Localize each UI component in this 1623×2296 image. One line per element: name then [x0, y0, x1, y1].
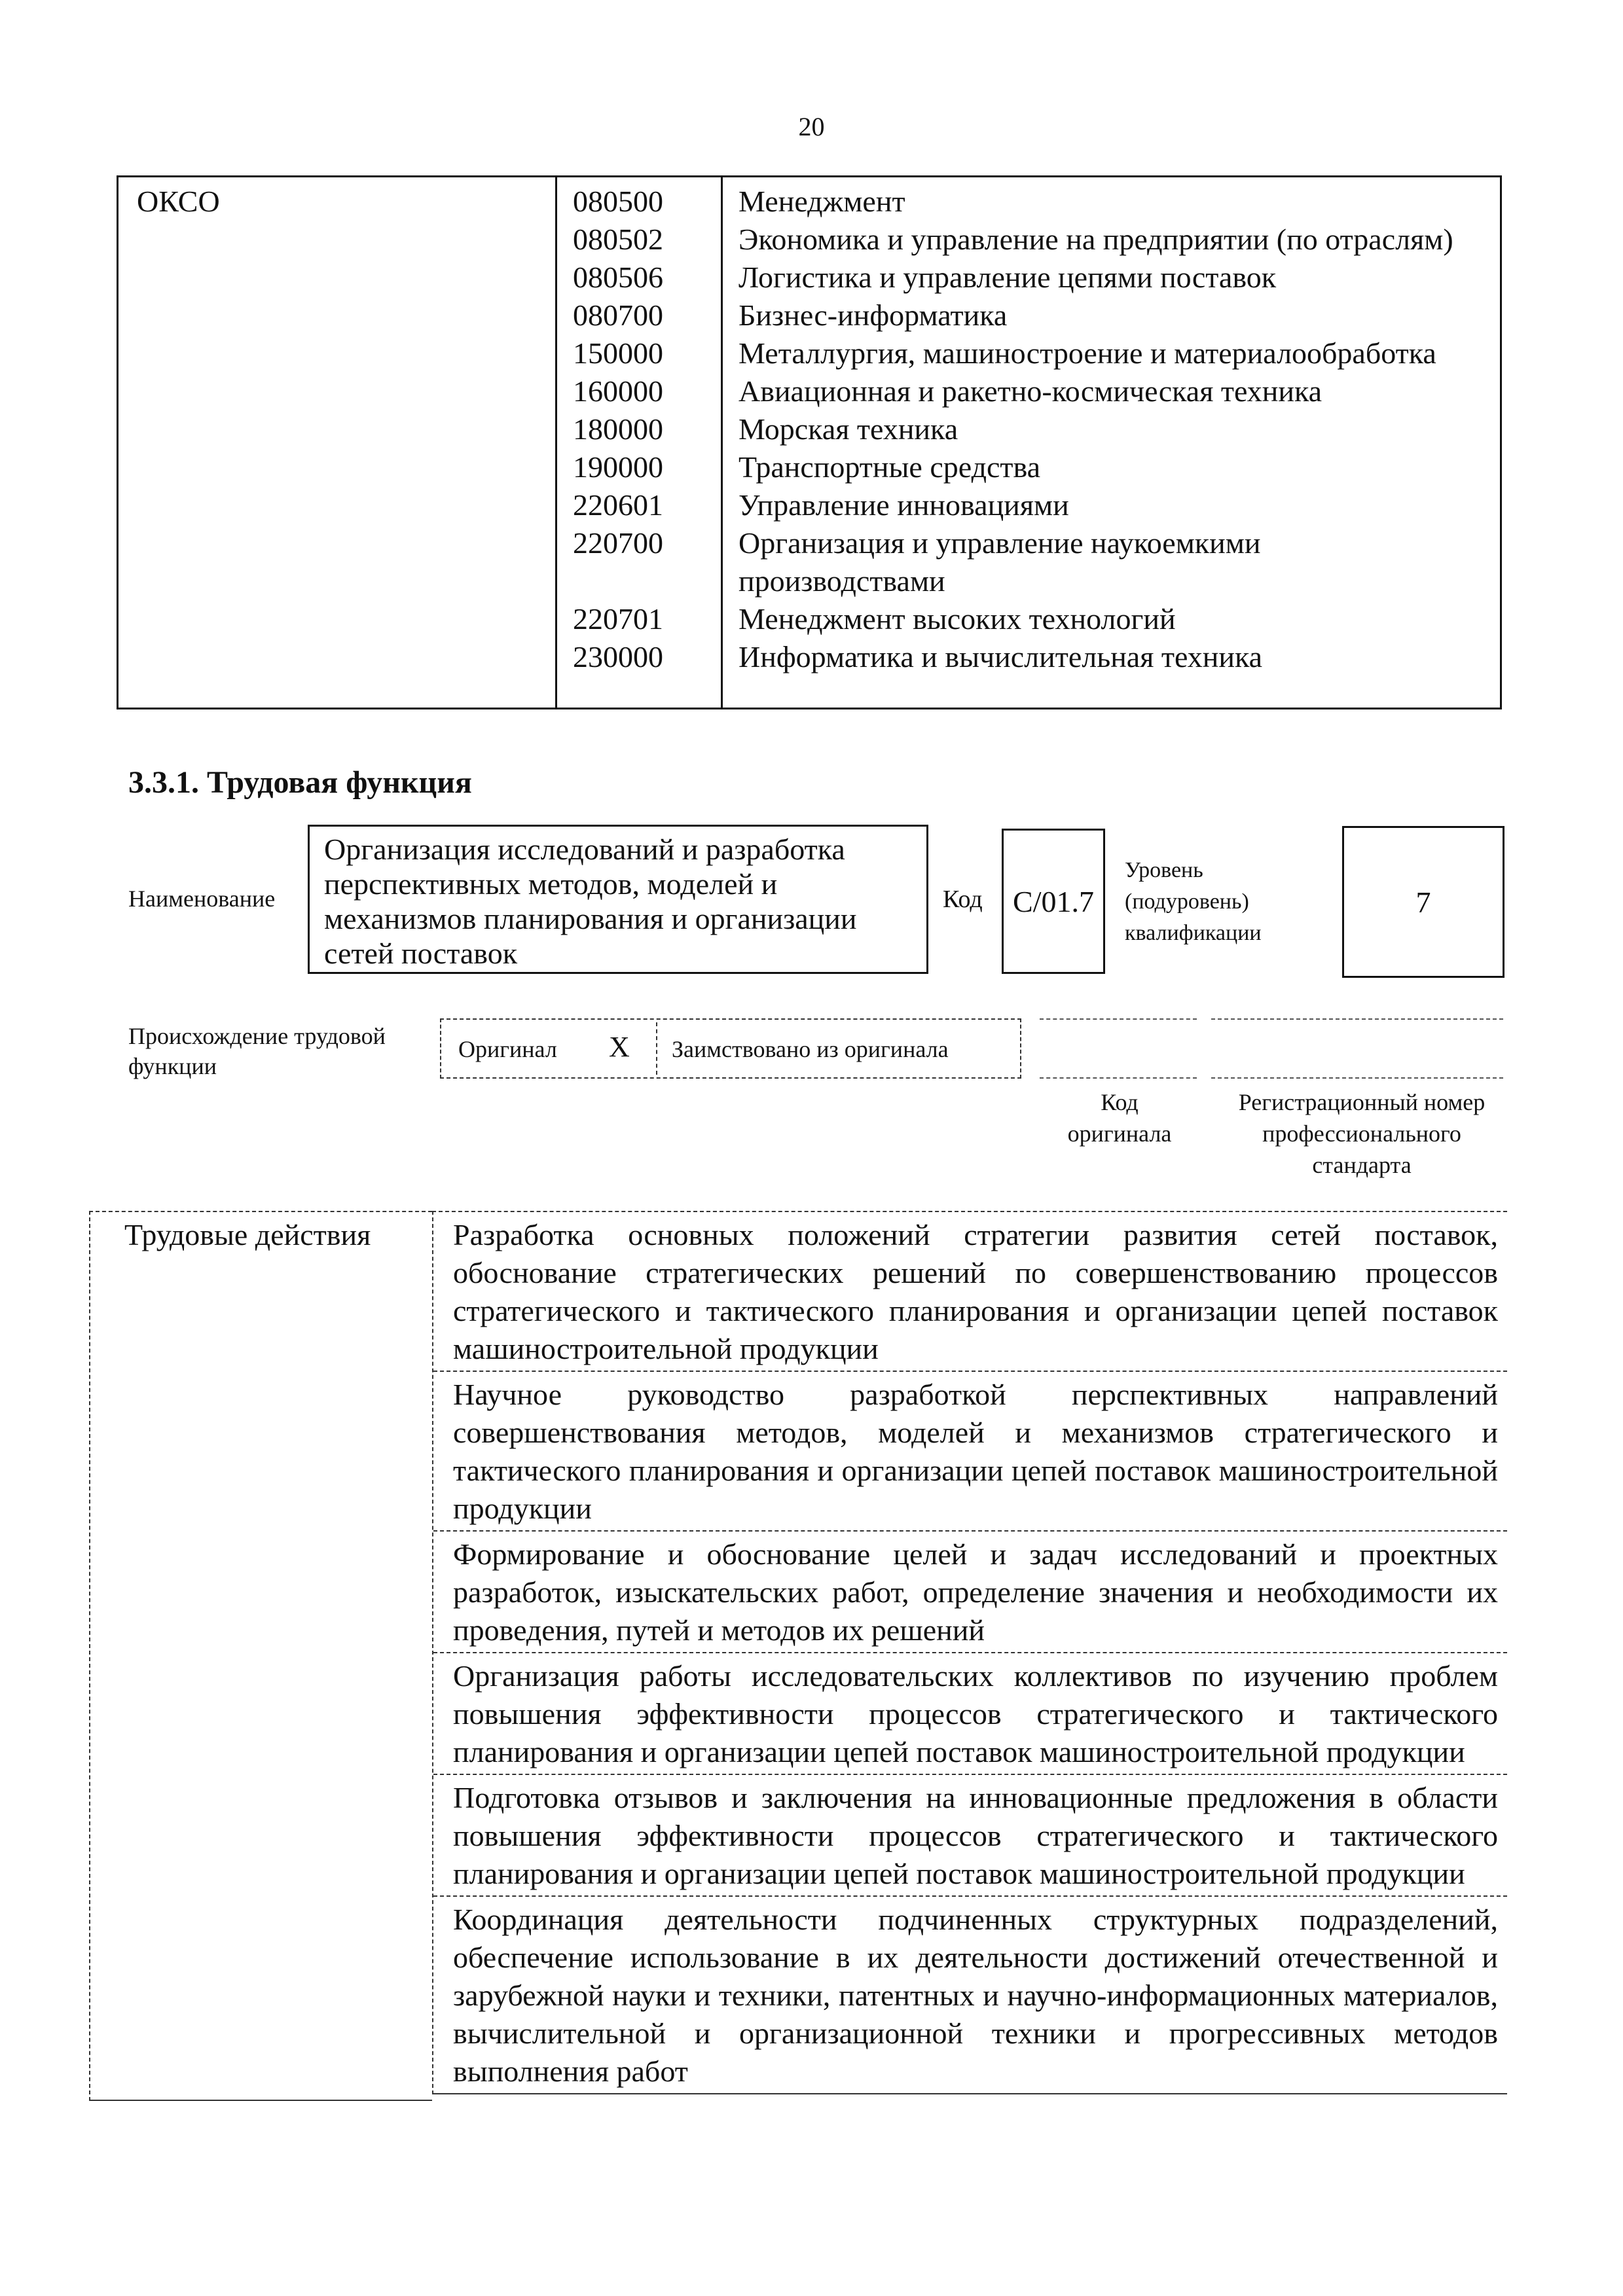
function-code-box	[1002, 829, 1105, 974]
okso-name: Организация и управление наукоемкими	[739, 526, 1261, 560]
function-code: C/01.7	[1013, 884, 1094, 918]
qualification-level: 7	[1415, 885, 1431, 919]
original-code-cell	[1040, 1018, 1197, 1079]
registration-number-cell	[1211, 1018, 1503, 1079]
okso-name: Управление инновациями	[739, 488, 1069, 522]
labor-action-item: Научное руководство разработкой перспективных направлений совершенствования методов, моделей и механизмов стратегического и тактического планирования и организации цепей поставок машиностроительной продукции	[433, 1372, 1507, 1532]
okso-code: 230000	[573, 640, 663, 673]
okso-name: Экономика и управление на предприятии (по отраслям)	[739, 223, 1453, 256]
origin-label-line: Происхождение трудовой	[128, 1023, 386, 1049]
okso-name: Логистика и управление цепями поставок	[739, 260, 1277, 294]
okso-table	[117, 175, 1502, 709]
okso-names-cell	[723, 177, 1500, 708]
function-name-box: Организация исследований и разработка перспективных методов, моделей и механизмов планирования и организации сетей поставок	[308, 825, 928, 974]
okso-code: 150000	[573, 336, 663, 370]
caption-line: Код	[1101, 1089, 1139, 1115]
okso-code: 160000	[573, 374, 663, 408]
okso-code: 220601	[573, 488, 663, 522]
origin-label	[128, 1021, 386, 1081]
level-label-line: квалификации	[1125, 921, 1262, 945]
section-heading: 3.3.1. Трудовая функция	[128, 765, 472, 800]
okso-code: 220701	[573, 602, 663, 636]
origin-mark: X	[609, 1031, 630, 1063]
qualification-level-label	[1125, 855, 1262, 949]
okso-name: Морская техника	[739, 412, 958, 446]
okso-name: Металлургия, машиностроение и материалообработка	[739, 336, 1436, 370]
origin-label-line: функции	[128, 1053, 217, 1079]
labor-actions-title: Трудовые действия	[124, 1218, 371, 1251]
okso-name-continued: производствами	[739, 564, 945, 598]
labor-action-item: Формирование и обоснование целей и задач исследований и проектных разработок, изыскательских работ, определение значения и необходимости их проведения, путей и методов их решений	[433, 1532, 1507, 1653]
okso-name: Транспортные средства	[739, 450, 1041, 484]
okso-name: Менеджмент высоких технологий	[739, 602, 1176, 636]
registration-number-caption	[1211, 1086, 1512, 1181]
okso-label-cell	[119, 177, 557, 708]
okso-name: Информатика и вычислительная техника	[739, 640, 1263, 673]
okso-codes-cell	[557, 177, 723, 708]
function-code-label: Код	[943, 886, 983, 913]
labor-action-item: Разработка основных положений стратегии развития сетей поставок, обоснование стратегических решений по совершенствованию процессов стратегического и тактического планирования и организации цепей поставок машиностроительной продукции	[433, 1212, 1507, 1372]
okso-name: Бизнес-информатика	[739, 298, 1008, 332]
origin-separator	[656, 1022, 657, 1075]
caption-line: оригинала	[1067, 1121, 1172, 1147]
origin-borrowed: Заимствовано из оригинала	[672, 1036, 949, 1062]
okso-label: ОКСО	[137, 185, 220, 218]
labor-actions-list	[432, 1211, 1507, 2094]
okso-code: 080506	[573, 260, 663, 294]
labor-action-item: Подготовка отзывов и заключения на инновационные предложения в области повышения эффективности процессов стратегического и тактического планирования и организации цепей поставок машиностроительной продукции	[433, 1775, 1507, 1897]
original-code-caption	[1034, 1086, 1205, 1149]
qualification-level-box	[1342, 826, 1504, 978]
okso-code: 080700	[573, 298, 663, 332]
page-number: 20	[798, 112, 825, 141]
level-label-line: (подуровень)	[1125, 889, 1249, 914]
labor-actions-label-cell	[89, 1211, 432, 2101]
okso-code: 180000	[573, 412, 663, 446]
labor-action-item: Координация деятельности подчиненных структурных подразделений, обеспечение использование в их деятельности достижений отечественной и зарубежной науки и техники, патентных и научно-информационных материалов, вычислительной и организационной техники и прогрессивных методов выполнения работ	[453, 1903, 1498, 2088]
level-label-line: Уровень	[1125, 858, 1203, 882]
okso-code: 190000	[573, 450, 663, 484]
function-name-label: Наименование	[128, 886, 276, 912]
okso-name: Авиационная и ракетно-космическая техника	[739, 374, 1322, 408]
okso-name: Менеджмент	[739, 185, 905, 218]
okso-code: 220700	[573, 526, 663, 560]
caption-line: Регистрационный номер	[1238, 1089, 1486, 1115]
origin-original: Оригинал	[458, 1036, 557, 1062]
okso-code: 080502	[573, 223, 663, 256]
labor-action-item: Организация работы исследовательских коллективов по изучению проблем повышения эффективности процессов стратегического и тактического планирования и организации цепей поставок машиностроительной продукции	[433, 1653, 1507, 1775]
caption-line: стандарта	[1312, 1152, 1412, 1178]
caption-line: профессионального	[1262, 1121, 1461, 1147]
okso-code: 080500	[573, 185, 663, 218]
